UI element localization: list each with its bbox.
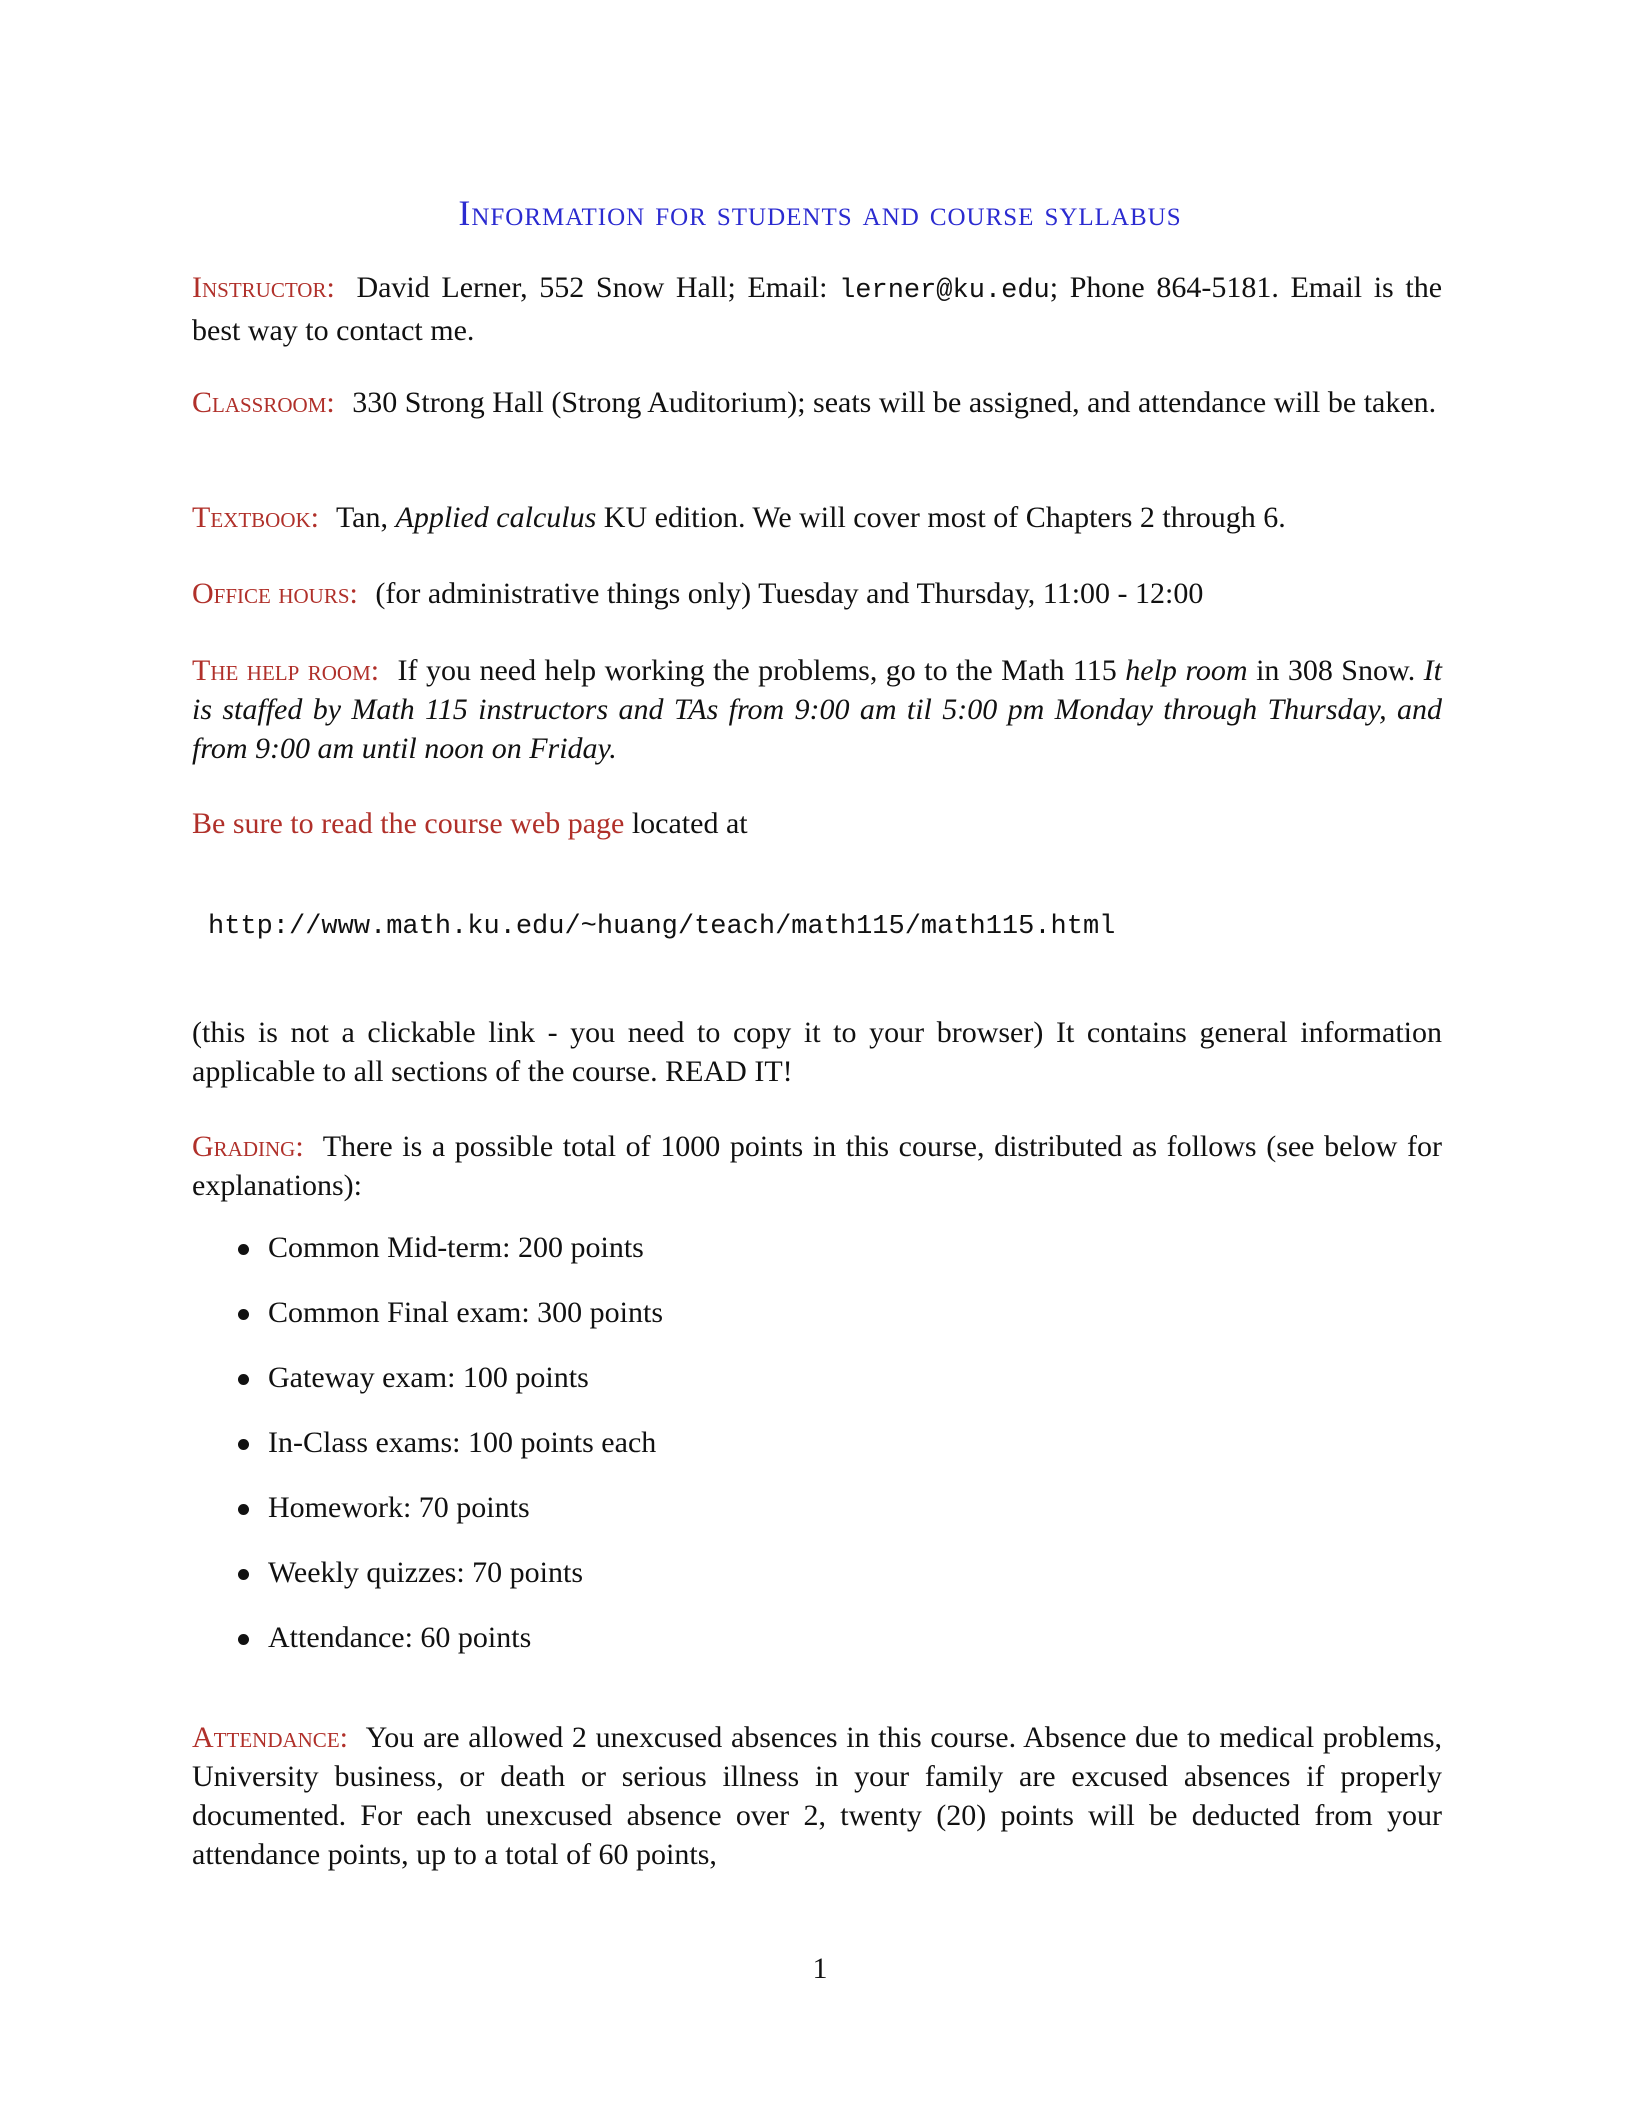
- grading-text: There is a possible total of 1000 points in this course, distributed as follows (see below for explanations):: [192, 1130, 1442, 1202]
- attendance-paragraph: [192, 1718, 1442, 1874]
- help-room-label: The help room:: [192, 654, 380, 687]
- instructor-label: Instructor:: [192, 271, 335, 304]
- classroom-label: Classroom:: [192, 386, 335, 419]
- course-url: http://www.math.ku.edu/~huang/teach/math115/math115.html: [208, 912, 1116, 942]
- instructor-email: lerner@ku.edu: [839, 276, 1050, 306]
- instructor-contact: ; Phone 864-5181. Email is the best way to contact me.: [192, 271, 1443, 347]
- help-room-location: in 308 Snow.: [1247, 654, 1424, 687]
- grading-label: Grading:: [192, 1130, 304, 1163]
- list-item: Common Final exam: 300 points: [238, 1293, 663, 1358]
- attendance-text: You are allowed 2 unexcused absences in this course. Absence due to medical problems, University business, or death or serious illness in your family are excused absences if properly documented. For each unexcused absence over 2, twenty (20) points will be deducted from your attendance points, up to a total of 60 points,: [192, 1721, 1443, 1871]
- textbook-title: Applied calculus: [395, 501, 597, 534]
- textbook-author: Tan,: [335, 501, 396, 534]
- office-hours-text: (for administrative things only) Tuesday and Thursday, 11:00 - 12:00: [375, 577, 1204, 610]
- list-item: In-Class exams: 100 points each: [238, 1423, 663, 1488]
- office-hours-label: Office hours:: [192, 577, 358, 610]
- web-page-paragraph: [192, 804, 1442, 843]
- attendance-label: Attendance:: [192, 1721, 348, 1754]
- classroom-paragraph: [192, 383, 1442, 422]
- web-page-text: located at: [624, 807, 748, 840]
- textbook-label: Textbook:: [192, 501, 319, 534]
- grading-list: [238, 1228, 663, 1683]
- list-item: Attendance: 60 points: [238, 1618, 663, 1683]
- textbook-paragraph: [192, 498, 1442, 537]
- classroom-text: 330 Strong Hall (Strong Auditorium); seats will be assigned, and attendance will be taken.: [352, 386, 1437, 419]
- help-room-hours: It is staffed by Math 115 instructors and TAs from 9:00 am til 5:00 pm Monday through Thursday, and from 9:00 am until noon on Friday.: [192, 654, 1442, 765]
- instructor-text: David Lerner, 552 Snow Hall; Email:: [356, 271, 840, 304]
- grading-paragraph: [192, 1127, 1442, 1205]
- web-page-note: (this is not a clickable link - you need to copy it to your browser) It contains general information applicable to all sections of the course. READ IT!: [192, 1016, 1442, 1088]
- office-hours-paragraph: [192, 574, 1442, 613]
- list-item: Homework: 70 points: [238, 1488, 663, 1553]
- page-number: 1: [812, 1952, 828, 1985]
- list-item: Weekly quizzes: 70 points: [238, 1553, 663, 1618]
- web-page-highlight: Be sure to read the course web page: [192, 807, 625, 840]
- instructor-paragraph: [192, 268, 1442, 350]
- list-item: Gateway exam: 100 points: [238, 1358, 663, 1423]
- list-item: Common Mid-term: 200 points: [238, 1228, 663, 1293]
- help-room-text: If you need help working the problems, go to the Math 115: [397, 654, 1126, 687]
- page-title: Information for students and course syllabus: [458, 193, 1182, 233]
- textbook-text: KU edition. We will cover most of Chapters 2 through 6.: [596, 501, 1286, 534]
- help-room-emphasis: help room: [1125, 654, 1248, 687]
- help-room-paragraph: [192, 651, 1442, 768]
